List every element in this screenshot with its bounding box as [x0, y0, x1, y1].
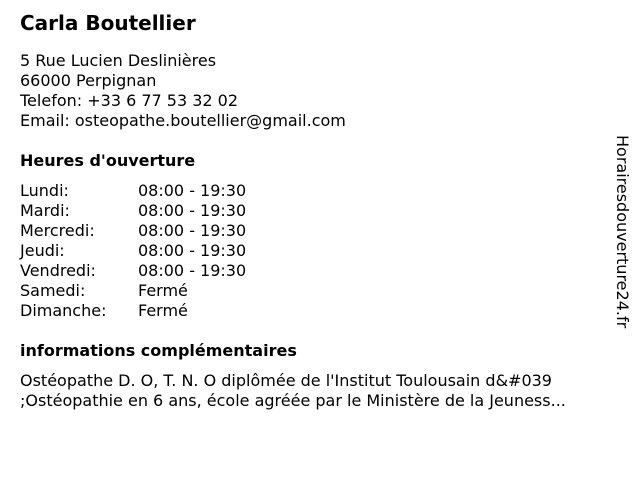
additional-info-text [20, 371, 620, 411]
hours-day: Dimanche: [20, 301, 107, 320]
hours-day: Vendredi: [20, 261, 96, 280]
hours-day: Mardi: [20, 201, 70, 220]
business-card [20, 10, 620, 411]
hours-row-friday [20, 261, 620, 281]
additional-info-line: ;Ostéopathie en 6 ans, école agréée par le Ministère de la Jeuness... [20, 391, 566, 410]
opening-hours-table [20, 181, 620, 321]
hours-row-sunday [20, 301, 620, 321]
email-address: Email: osteopathe.boutellier@gmail.com [20, 111, 346, 130]
business-name: Carla Boutellier [20, 11, 196, 35]
hours-day: Lundi: [20, 181, 69, 200]
hours-time: 08:00 - 19:30 [138, 181, 247, 200]
hours-row-tuesday [20, 201, 620, 221]
phone-number: Telefon: +33 6 77 53 32 02 [20, 91, 239, 110]
hours-time: Fermé [138, 301, 188, 320]
hours-row-wednesday [20, 221, 620, 241]
address-street: 5 Rue Lucien Deslinières [20, 51, 217, 70]
opening-hours-heading: Heures d'ouverture [20, 151, 196, 170]
hours-day: Samedi: [20, 281, 86, 300]
hours-row-thursday [20, 241, 620, 261]
hours-time: 08:00 - 19:30 [138, 241, 247, 260]
site-watermark: Horairesdouverture24.fr [613, 135, 632, 329]
hours-time: 08:00 - 19:30 [138, 201, 247, 220]
hours-time: Fermé [138, 281, 188, 300]
hours-day: Jeudi: [20, 241, 65, 260]
hours-row-monday [20, 181, 620, 201]
additional-info-heading: informations complémentaires [20, 341, 297, 360]
hours-day: Mercredi: [20, 221, 95, 240]
additional-info-line: Ostéopathe D. O, T. N. O diplômée de l'Institut Toulousain d&#039 [20, 371, 552, 390]
hours-time: 08:00 - 19:30 [138, 221, 247, 240]
address-city: 66000 Perpignan [20, 71, 157, 90]
hours-time: 08:00 - 19:30 [138, 261, 247, 280]
hours-row-saturday [20, 281, 620, 301]
